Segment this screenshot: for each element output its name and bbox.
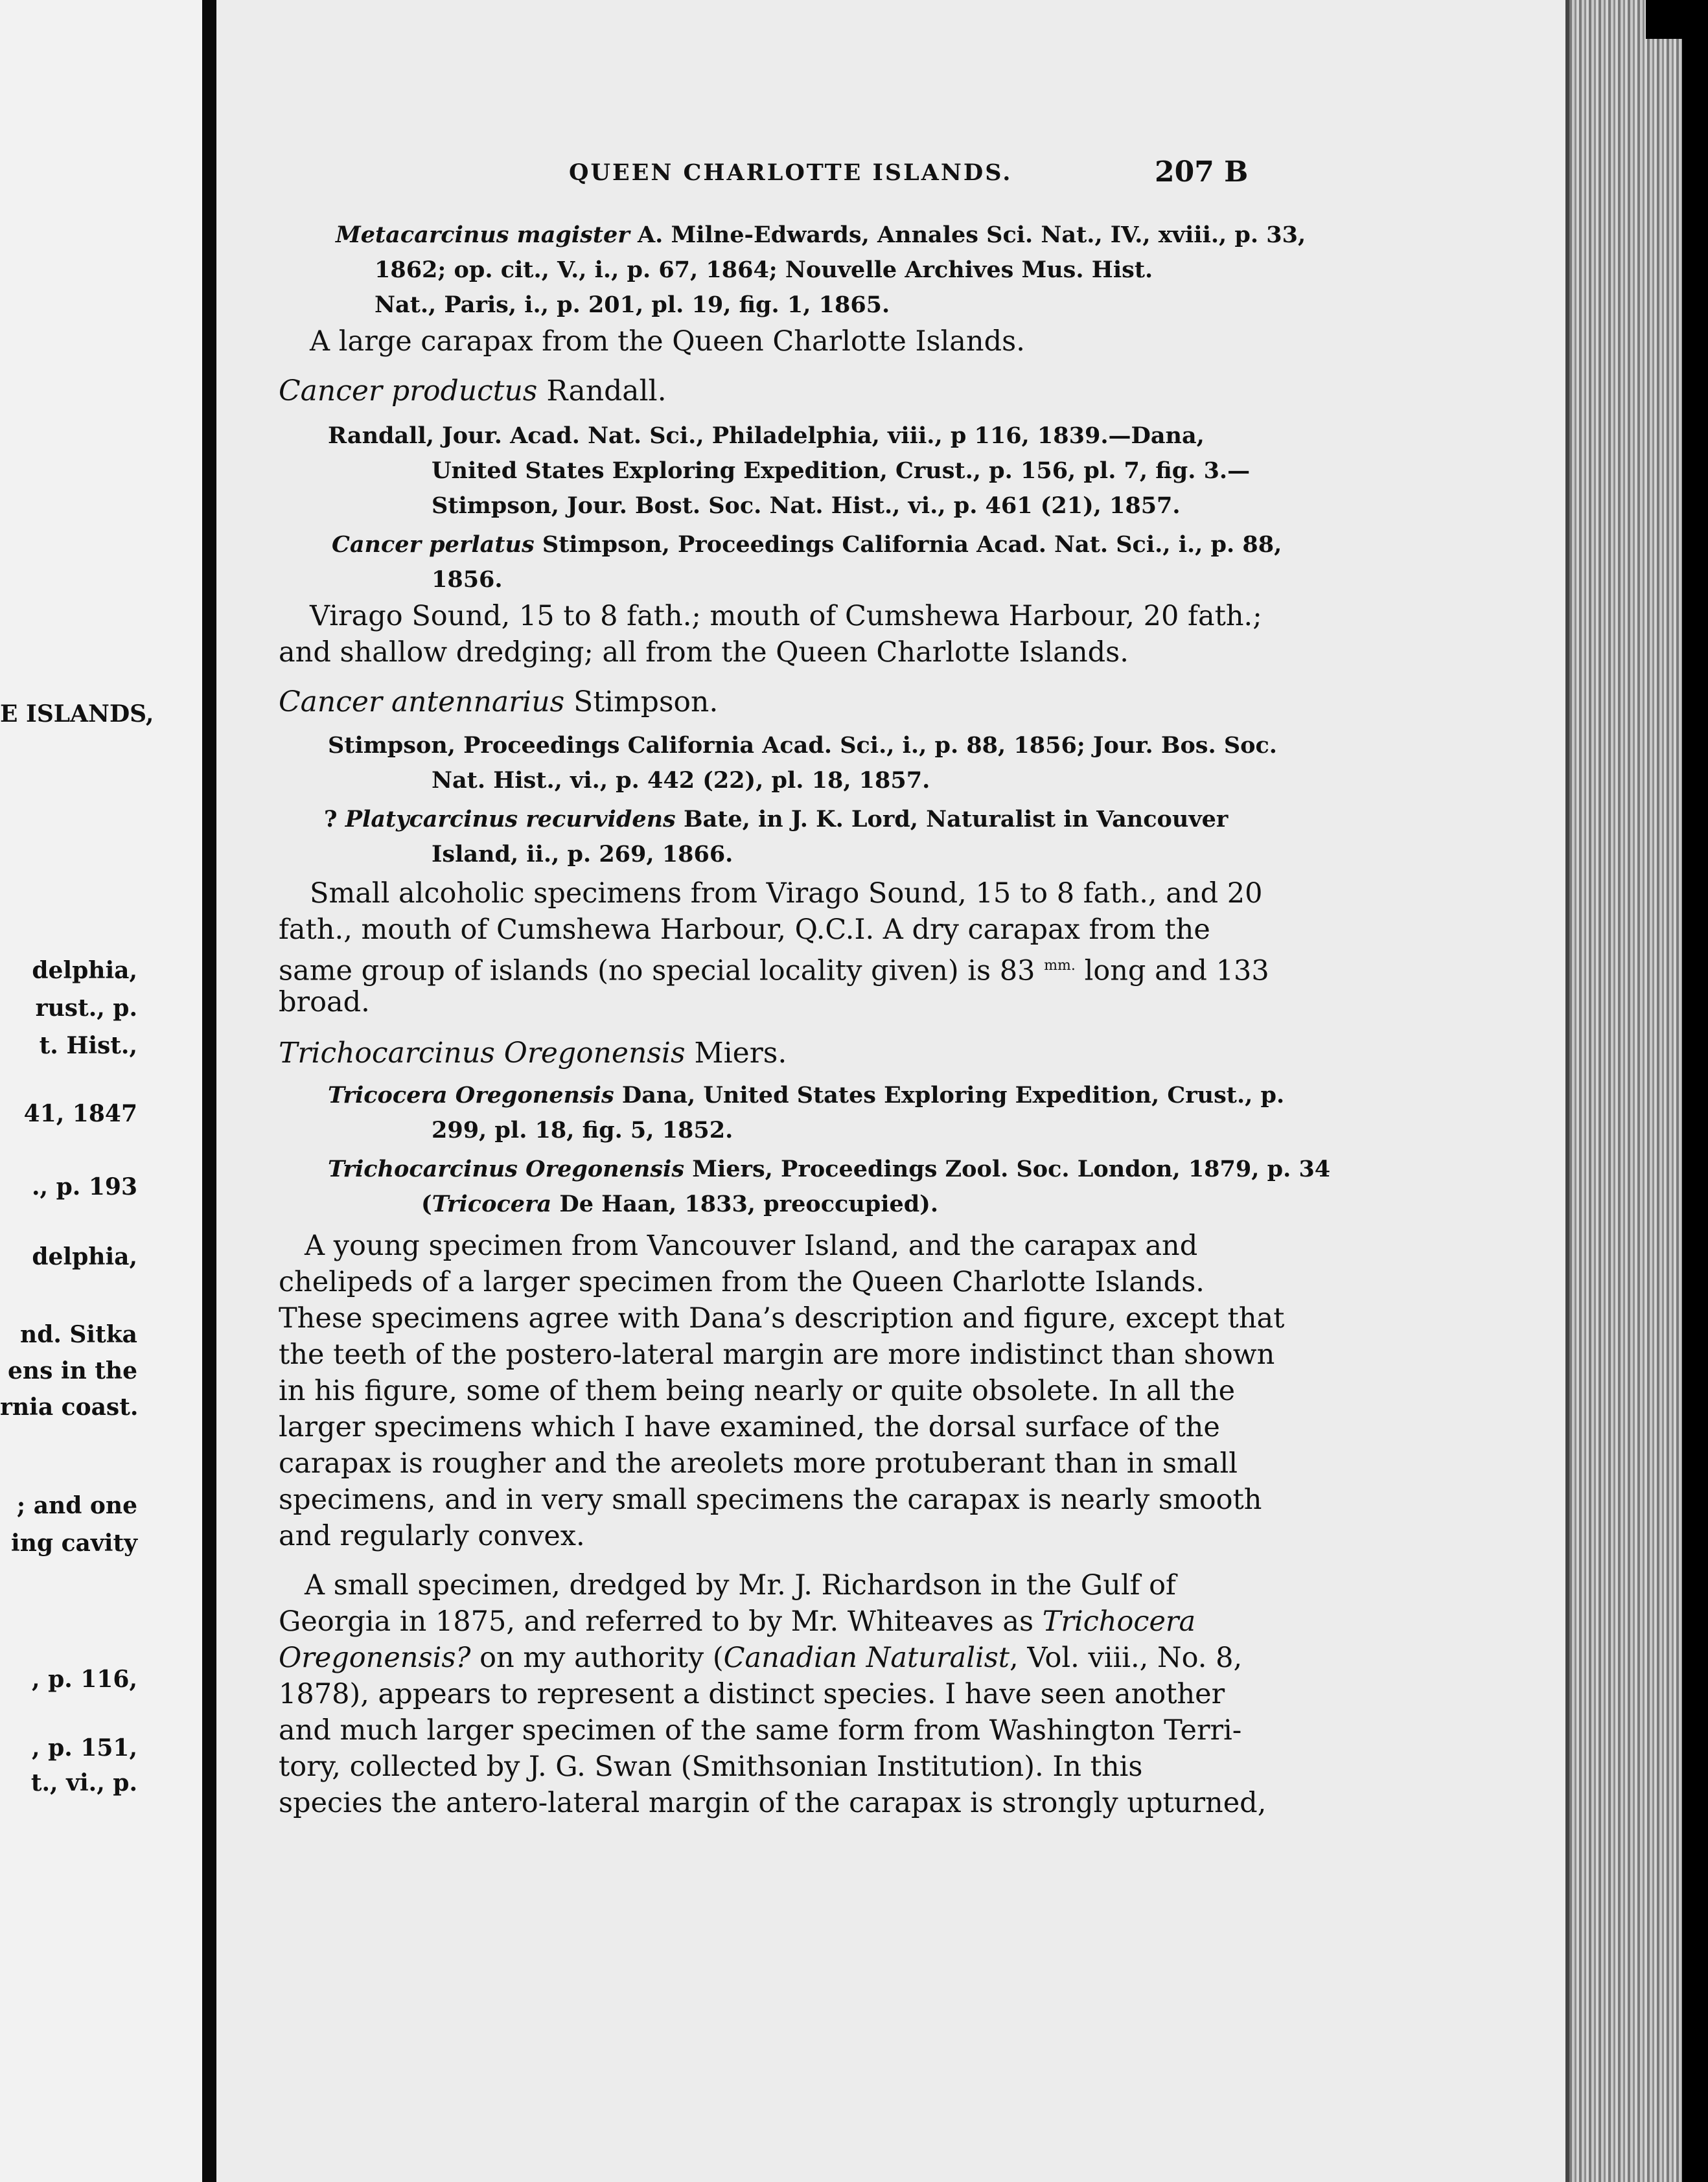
trichocarcinus-ref-line-1 [328,1152,1330,1187]
tricocera-ref-line-1 [328,1078,1284,1113]
species-author: Stimpson. [573,685,719,718]
page-number: 207 B [1155,155,1249,189]
trichocarcinus-ref-line-2 [421,1187,938,1222]
previous-page [0,0,202,2182]
ref-text: Dana, United States Exploring Expedition, Crust., p. [621,1082,1285,1108]
trichocarcinus-name: Trichocarcinus Oregonensis [328,1156,685,1182]
para1-line-7: carapax is rougher and the areolets more protuberant than in small [279,1447,1238,1480]
journal-title: Canadian Naturalist [723,1642,1010,1674]
productus-ref-line-2: United States Exploring Expedition, Crust., p. 156, pl. 7, fig. 3.— [432,457,1251,484]
species-heading-antennarius [279,684,718,720]
metacarcinus-name: Metacarcinus magister [336,222,630,248]
query-mark: ? [324,806,338,833]
perlatus-ref-line-2: 1856. [432,566,503,593]
taxon-name: Trichocera [1042,1605,1196,1638]
unit-superscript: mm. [1044,958,1076,974]
background-right [1682,0,1708,2182]
antennarius-text-line-2: fath., mouth of Cumshewa Harbour, Q.C.I. A dry carapax from the [279,913,1210,946]
platycarcinus-ref-line-2: Island, ii., p. 269, 1866. [432,841,733,867]
productus-ref-line-1: Randall, Jour. Acad. Nat. Sci., Philadelphia, viii., p 116, 1839.—Dana, [328,422,1205,449]
book-gutter [202,0,216,2182]
metacarcinus-ref-line-1 [336,218,1306,253]
text-part: Georgia in 1875, and referred to by Mr. Whiteaves as [279,1605,1043,1638]
metacarcinus-text: A large carapax from the Queen Charlotte Islands. [310,325,1025,358]
text-part: same group of islands (no special locality given) is 83 [279,954,1035,987]
previous-page-line: ; and one [16,1492,137,1519]
para2-line-2 [279,1603,1195,1640]
paren: ( [421,1191,432,1217]
para2-line-7: species the antero-lateral margin of the carapax is strongly upturned, [279,1787,1267,1819]
tricocera-ref-line-2: 299, pl. 18, fig. 5, 1852. [432,1117,733,1143]
para2-line-1: A small specimen, dredged by Mr. J. Richardson in the Gulf of [305,1569,1176,1602]
previous-page-line: delphia, [32,1243,137,1270]
text-part: long and 133 [1075,954,1269,987]
antennarius-text-line-4: broad. [279,986,370,1018]
para1-line-9: and regularly convex. [279,1520,585,1552]
previous-page-line: t., vi., p. [30,1769,137,1797]
species-name: Cancer antennarius [279,685,565,718]
ref-text: A. Milne-Edwards, Annales Sci. Nat., IV., xviii., p. 33, [637,222,1306,248]
species-name: Cancer productus [279,374,538,408]
para2-line-3 [279,1639,1242,1677]
platycarcinus-ref-line-1 [324,802,1228,837]
species-author: Randall. [546,374,667,408]
para1-line-2: chelipeds of a larger specimen from the Queen Charlotte Islands. [279,1266,1205,1298]
text-part: on my authority ( [470,1642,724,1674]
metacarcinus-ref-line-3: Nat., Paris, i., p. 201, pl. 19, fig. 1, 1865. [375,292,890,318]
previous-page-line: delphia, [32,957,137,984]
antennarius-text-line-1: Small alcoholic specimens from Virago Sound, 15 to 8 fath., and 20 [310,877,1263,910]
ref-text: Miers, Proceedings Zool. Soc. London, 1879, p. 34 [692,1156,1331,1182]
antennarius-ref-line-2: Nat. Hist., vi., p. 442 (22), pl. 18, 1857. [432,767,930,794]
perlatus-ref-line-1 [332,527,1282,562]
para1-line-6: larger specimens which I have examined, the dorsal surface of the [279,1411,1220,1443]
para1-line-4: the teeth of the postero-lateral margin are more indistinct than shown [279,1338,1275,1371]
para2-line-4: 1878), appears to represent a distinct species. I have seen another [279,1678,1225,1710]
previous-page-line: 41, 1847 [23,1100,137,1127]
para2-line-5: and much larger specimen of the same form from Washington Terri- [279,1714,1242,1747]
page-edges [1565,0,1686,2182]
previous-page-line: E ISLANDS, [0,700,154,728]
antennarius-text-line-3 [279,947,1269,989]
previous-page-line: ing cavity [11,1530,137,1557]
perlatus-name: Cancer perlatus [332,531,535,558]
para1-line-1: A young specimen from Vancouver Island, and the carapax and [305,1230,1198,1262]
previous-page-line: rust., p. [35,994,137,1022]
ref-text: De Haan, 1833, preoccupied). [551,1191,939,1217]
running-head: QUEEN CHARLOTTE ISLANDS. [569,159,1013,186]
previous-page-line: rnia coast. [0,1394,139,1421]
text-part: , Vol. viii., No. 8, [1010,1642,1243,1674]
ref-text: Bate, in J. K. Lord, Naturalist in Vancouver [683,806,1229,833]
para1-line-5: in his figure, some of them being nearly or quite obsolete. In all the [279,1375,1236,1407]
previous-page-line: ens in the [8,1357,137,1384]
para1-line-3: These specimens agree with Dana’s description and figure, except that [279,1302,1285,1335]
productus-text-line-2: and shallow dredging; all from the Queen Charlotte Islands. [279,636,1129,669]
species-name: Trichocarcinus Oregonensis [279,1037,686,1070]
previous-page-line: nd. Sitka [20,1321,137,1348]
previous-page-line: , p. 151, [32,1734,137,1762]
previous-page-line: t. Hist., [39,1032,137,1059]
para2-line-6: tory, collected by J. G. Swan (Smithsonian Institution). In this [279,1751,1143,1783]
platycarcinus-name: Platycarcinus recurvidens [345,806,676,833]
ref-text: Stimpson, Proceedings California Acad. Nat. Sci., i., p. 88, [542,531,1282,558]
metacarcinus-ref-line-2: 1862; op. cit., V., i., p. 67, 1864; Nouvelle Archives Mus. Hist. [375,257,1153,283]
productus-ref-line-3: Stimpson, Jour. Bost. Soc. Nat. Hist., vi., p. 461 (21), 1857. [432,492,1181,519]
previous-page-line: , p. 116, [32,1666,137,1693]
para1-line-8: specimens, and in very small specimens the carapax is nearly smooth [279,1484,1262,1516]
taxon-name: Oregonensis? [279,1642,471,1674]
species-heading-trichocarcinus [279,1035,787,1072]
tricocera-name: Tricocera Oregonensis [328,1082,614,1108]
background-corner [1646,0,1708,39]
previous-page-line: ., p. 193 [32,1173,137,1200]
antennarius-ref-line-1: Stimpson, Proceedings California Acad. Sci., i., p. 88, 1856; Jour. Bos. Soc. [328,732,1277,759]
species-author: Miers. [694,1037,787,1070]
productus-text-line-1: Virago Sound, 15 to 8 fath.; mouth of Cumshewa Harbour, 20 fath.; [310,600,1262,632]
tricocera-name: Tricocera [432,1191,552,1217]
species-heading-productus [279,373,667,409]
